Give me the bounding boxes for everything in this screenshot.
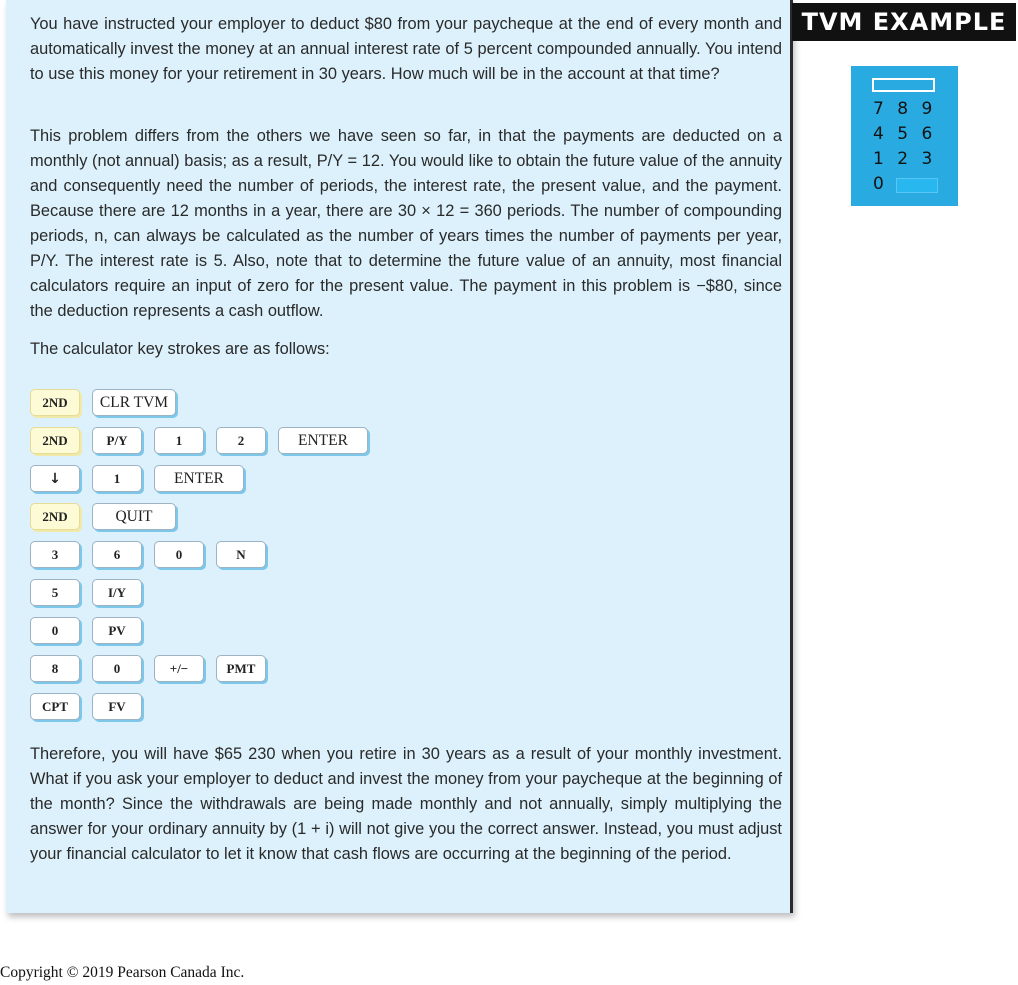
key-1[interactable]: 1 (154, 427, 204, 454)
key-3[interactable]: 3 (30, 541, 80, 568)
key-enter[interactable]: ENTER (278, 427, 368, 454)
key-clr-tvm[interactable]: CLR TVM (92, 389, 176, 416)
key-p-y[interactable]: P/Y (92, 427, 142, 454)
keystrokes-intro: The calculator key strokes are as follows: (30, 340, 330, 358)
conclusion-paragraph: Therefore, you will have $65 230 when you retire in 30 years as a result of your monthly investment. What if you ask your employer to deduct and invest the money from your paycheque at the beginning of the month? Since the withdrawals are being made monthly and not annually, simply multiplying the answer for your ordinary annuity by (1 + i) will not give you the correct answer. Instead, you must adjust your financial calculator to let it know that cash flows are occurring at the beginning of the period. (30, 745, 782, 863)
key-0[interactable]: 0 (154, 541, 204, 568)
key-i-y[interactable]: I/Y (92, 579, 142, 606)
key-pmt[interactable]: PMT (216, 655, 266, 682)
tvm-example-tag: TVM EXAMPLE (792, 3, 1016, 41)
key-2nd[interactable]: 2ND (30, 503, 80, 530)
key-fv[interactable]: FV (92, 693, 142, 720)
key-cpt[interactable]: CPT (30, 693, 80, 720)
key-pv[interactable]: PV (92, 617, 142, 644)
key-5[interactable]: 5 (30, 579, 80, 606)
key-1[interactable]: 1 (92, 465, 142, 492)
calc-keys-row: 7 8 9 (873, 99, 937, 119)
problem-statement: You have instructed your employer to deduct $80 from your paycheque at the end of every month and automatically invest the money at an annual interest rate of 5 percent compounded annually. You intend to use this money for your retirement in 30 years. How much will be in the account at that time? (30, 15, 782, 83)
key-0[interactable]: 0 (92, 655, 142, 682)
calculator-screen (872, 78, 935, 92)
key-plus-minus[interactable]: +/− (154, 655, 204, 682)
key-enter[interactable]: ENTER (154, 465, 244, 492)
key-2nd[interactable]: 2ND (30, 389, 80, 416)
key-quit[interactable]: QUIT (92, 503, 176, 530)
calc-keys-row: 0 (873, 174, 888, 194)
key-down-arrow[interactable]: ↓ (30, 465, 80, 492)
key-n[interactable]: N (216, 541, 266, 568)
key-2[interactable]: 2 (216, 427, 266, 454)
calc-keys-row: 4 5 6 (873, 124, 937, 144)
explanation-paragraph: This problem differs from the others we have seen so far, in that the payments are deducted on a monthly (not annual) basis; as a result, P/Y = 12. You would like to obtain the future value of the annuity and consequently need the number of periods, the interest rate, the present value, and the payment. Because there are 12 months in a year, there are 30 × 12 = 360 periods. The number of compounding periods, n, can always be calculated as the number of years times the number of payments per year, P/Y. The interest rate is 5. Also, note that to determine the future value of an annuity, most financial calculators require an input of zero for the present value. The payment in this problem is −$80, since the deduction represents a cash outflow. (30, 127, 782, 320)
key-0[interactable]: 0 (30, 617, 80, 644)
copyright-notice: Copyright © 2019 Pearson Canada Inc. (0, 964, 245, 981)
key-8[interactable]: 8 (30, 655, 80, 682)
calculator-icon (851, 66, 958, 206)
calc-keys-row: 1 2 3 (873, 149, 937, 169)
key-6[interactable]: 6 (92, 541, 142, 568)
key-2nd[interactable]: 2ND (30, 427, 80, 454)
example-panel (6, 0, 793, 913)
calc-enter-key (896, 178, 938, 193)
